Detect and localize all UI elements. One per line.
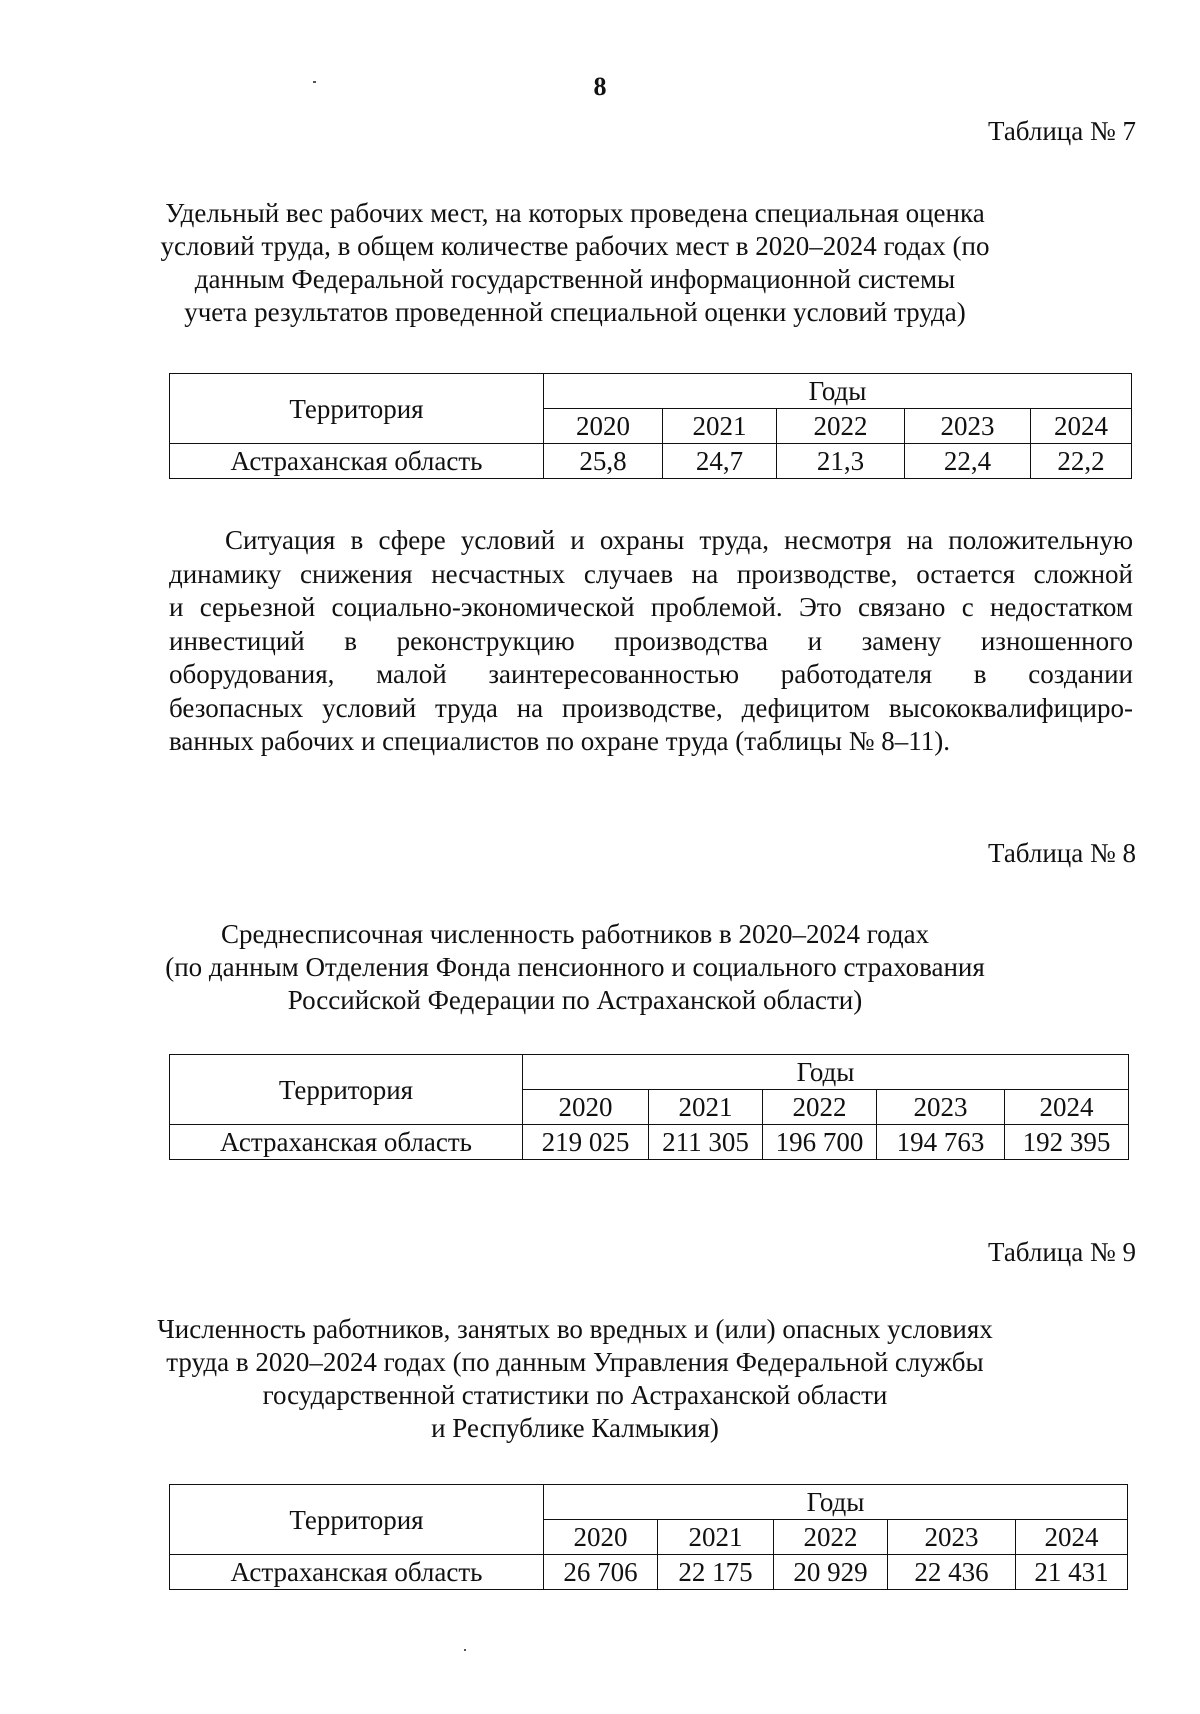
year-cell: 2020	[544, 409, 663, 444]
table-8	[169, 1054, 1129, 1160]
value-cell: 219 025	[523, 1125, 649, 1160]
value-cell: 211 305	[649, 1125, 763, 1160]
table-8-label: Таблица № 8	[988, 838, 1136, 868]
value-cell: 20 929	[774, 1555, 888, 1590]
years-header: Годы	[544, 374, 1132, 409]
paragraph-line: безопасных условий труда на производстве, дефицитом высококвалифициро-	[169, 692, 1133, 723]
year-cell: 2023	[905, 409, 1031, 444]
caption-line: и Республике Калмыкия)	[431, 1413, 719, 1443]
year-cell: 2024	[1005, 1090, 1129, 1125]
table-9-label: Таблица № 9	[988, 1237, 1136, 1267]
years-header: Годы	[544, 1485, 1128, 1520]
paragraph-line: динамику снижения несчастных случаев на производстве, остается сложной	[169, 558, 1133, 589]
value-cell: 22,2	[1031, 444, 1132, 479]
territory-header: Территория	[170, 1055, 523, 1125]
year-cell: 2022	[777, 409, 905, 444]
year-cell: 2023	[888, 1520, 1016, 1555]
table-row	[170, 1555, 1128, 1590]
year-cell: 2021	[658, 1520, 774, 1555]
value-cell: 24,7	[663, 444, 777, 479]
caption-line: государственной статистики по Астраханской области	[262, 1380, 888, 1410]
body-paragraph	[169, 524, 1133, 759]
value-cell: 22,4	[905, 444, 1031, 479]
table-7-label: Таблица № 7	[988, 116, 1136, 146]
page-number: 8	[593, 72, 607, 101]
territory-header: Территория	[170, 1485, 544, 1555]
table-8-caption	[150, 918, 1000, 1017]
territory-cell: Астраханская область	[170, 1125, 523, 1160]
caption-line: данным Федеральной государственной информационной системы	[194, 264, 956, 294]
year-cell: 2020	[523, 1090, 649, 1125]
paragraph-line: инвестиций в реконструкцию производства и замену изношенного	[169, 625, 1133, 656]
paragraph-line: Ситуация в сфере условий и охраны труда, несмотря на положительную	[225, 525, 1133, 555]
value-cell: 192 395	[1005, 1125, 1129, 1160]
year-cell: 2021	[663, 409, 777, 444]
caption-line: Численность работников, занятых во вредных и (или) опасных условиях	[157, 1314, 993, 1344]
caption-line: Среднесписочная численность работников в 2020–2024 годах	[220, 919, 930, 949]
paragraph-line: и серьезной социально-экономической проблемой. Это связано с недостатком	[169, 592, 1133, 622]
value-cell: 26 706	[544, 1555, 658, 1590]
caption-line: Российской Федерации по Астраханской области)	[287, 985, 863, 1015]
table-7	[169, 373, 1132, 479]
value-cell: 21 431	[1016, 1555, 1128, 1590]
paragraph-line: ванных рабочих и специалистов по охране труда (таблицы № 8–11).	[169, 726, 950, 756]
table-9	[169, 1484, 1128, 1590]
year-cell: 2022	[763, 1090, 877, 1125]
value-cell: 22 175	[658, 1555, 774, 1590]
years-header: Годы	[523, 1055, 1129, 1090]
year-cell: 2021	[649, 1090, 763, 1125]
table-7-caption	[150, 197, 1000, 329]
value-cell: 21,3	[777, 444, 905, 479]
territory-cell: Астраханская область	[170, 1555, 544, 1590]
table-9-caption	[150, 1313, 1000, 1445]
caption-line: учета результатов проведенной специальной оценки условий труда)	[184, 297, 966, 327]
table-row	[170, 444, 1132, 479]
table-row	[170, 1125, 1129, 1160]
value-cell: 25,8	[544, 444, 663, 479]
scan-speck	[464, 1649, 466, 1651]
year-cell: 2024	[1031, 409, 1132, 444]
year-cell: 2023	[877, 1090, 1005, 1125]
territory-cell: Астраханская область	[170, 444, 544, 479]
caption-line: (по данным Отделения Фонда пенсионного и социального страхования	[165, 952, 985, 982]
year-cell: 2024	[1016, 1520, 1128, 1555]
value-cell: 22 436	[888, 1555, 1016, 1590]
year-cell: 2022	[774, 1520, 888, 1555]
caption-line: труда в 2020–2024 годах (по данным Управления Федеральной службы	[166, 1347, 984, 1377]
value-cell: 194 763	[877, 1125, 1005, 1160]
caption-line: Удельный вес рабочих мест, на которых проведена специальная оценка	[165, 198, 985, 228]
value-cell: 196 700	[763, 1125, 877, 1160]
paragraph-line: оборудования, малой заинтересованностью работодателя в создании	[169, 659, 1133, 689]
year-cell: 2020	[544, 1520, 658, 1555]
territory-header: Территория	[170, 374, 544, 444]
caption-line: условий труда, в общем количестве рабочих мест в 2020–2024 годах (по	[160, 231, 990, 261]
